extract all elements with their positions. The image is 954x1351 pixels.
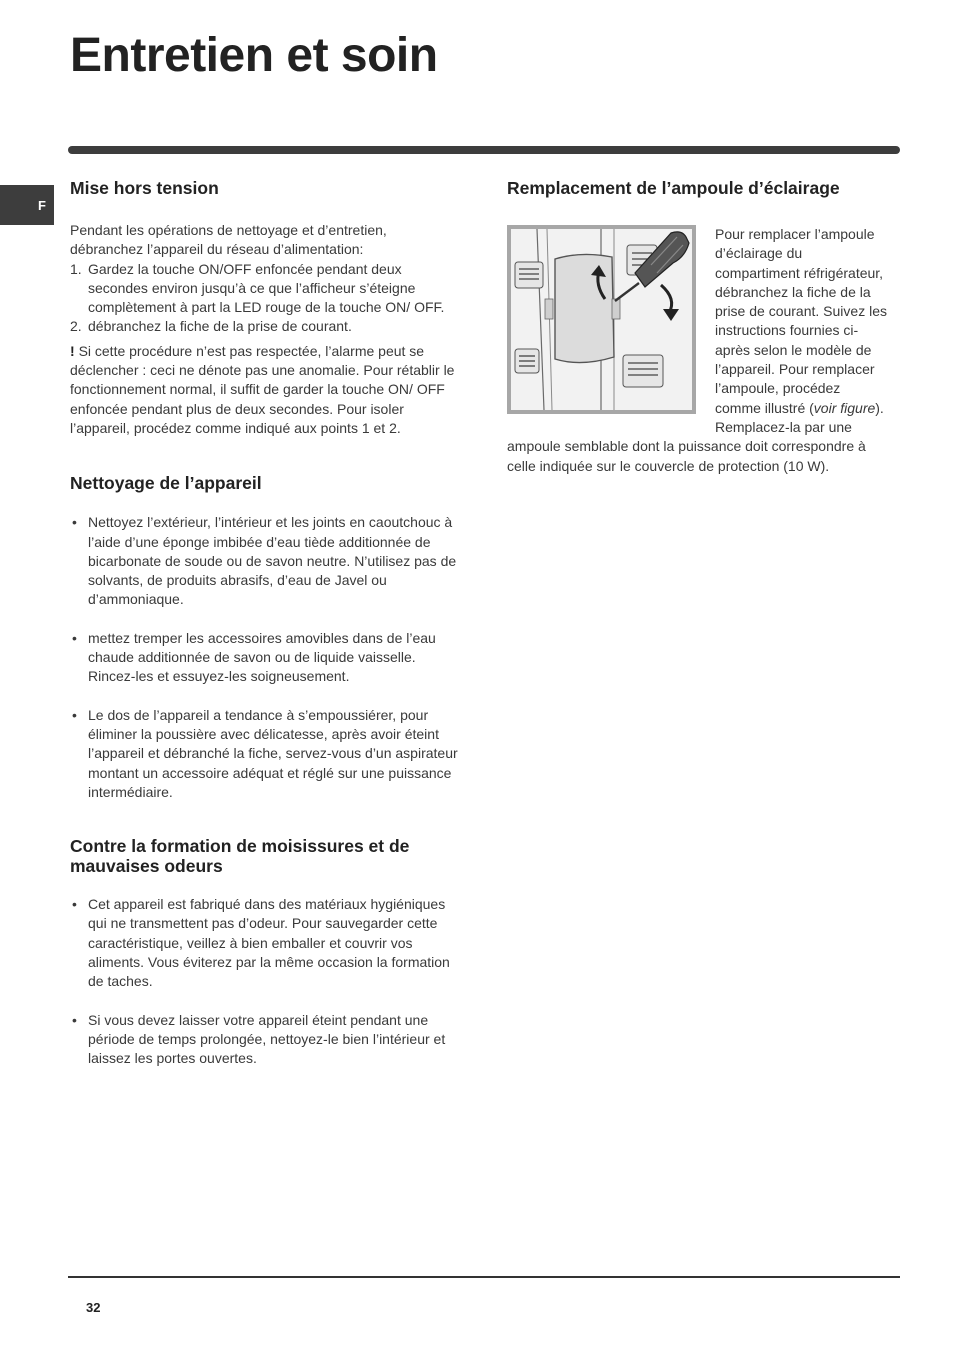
header-rule: [68, 146, 900, 154]
section-heading-ampoule: Remplacement de l’ampoule d’éclairage: [507, 178, 840, 198]
cleaning-list: [70, 513, 462, 802]
bullet-icon: •: [72, 896, 77, 913]
bulb-text-b: ). Remplacez-la par une ampoule semblable dont la puissance doit correspondre à celle indiquée sur le couvercle de protection (10 W).: [507, 399, 884, 474]
page-number: 32: [86, 1300, 101, 1315]
intro-paragraph: Pendant les opérations de nettoyage et d’entretien, débranchez l’appareil du réseau d’alimentation:: [70, 222, 387, 258]
list-item: [70, 895, 462, 991]
bulb-illustration: [511, 229, 692, 410]
mold-list: [70, 895, 462, 1068]
bulb-content: [507, 225, 887, 476]
bullet-icon: •: [72, 514, 77, 531]
warning-note: [70, 342, 462, 438]
section-heading-moisissures: Contre la formation de moisissures et de mauvaises odeurs: [70, 836, 410, 876]
section-heading-nettoyage: Nettoyage de l’appareil: [70, 473, 262, 494]
warning-icon: !: [70, 342, 75, 359]
list-item: [70, 1011, 462, 1069]
warning-text: Si cette procédure n’est pas respectée, l’alarme peut se déclencher : ceci ne dénote pas une anomalie. Pour rétablir le fonctionnement normal, il suffit de garder la touche ON/ OFF enfoncée pendant plus de deux secondes. Pour isoler l’appareil, procédez comme indiqué aux points 1 et 2.: [70, 342, 455, 436]
item-text: débranchez la fiche de la prise de courant.: [88, 318, 352, 335]
left-column: [70, 178, 462, 1069]
list-item-text: Nettoyez l’extérieur, l’intérieur et les joints en caoutchouc à l’aide d’une éponge imbibée d’eau tiède additionnée de bicarbonate de soude ou de savon neutre. N’utilisez pas de solvants, de produits abrasifs, d’eau de Javel ou d’ammoniaque.: [88, 514, 457, 608]
figure-reference-link: voir figure: [813, 399, 876, 416]
list-item-text: mettez tremper les accessoires amovibles dans de l’eau chaude additionnée de savon ou de liquide vaisselle. Rincez-les et essuyez-les soigneusement.: [88, 629, 436, 685]
section-heading-mise-hors-tension: Mise hors tension: [70, 178, 219, 198]
numbered-item: [70, 317, 462, 336]
list-item: [70, 706, 462, 802]
list-item-text: Le dos de l’appareil a tendance à s’empoussiérer, pour éliminer la poussière avec délicatesse, après avoir éteint l’appareil et débranché la fiche, servez-vous d’un aspirateur montant un accessoire adéquat et réglé sur une puissance intermédiaire.: [88, 706, 458, 800]
list-item-text: Si vous devez laisser votre appareil éteint pendant une période de temps prolongée, nettoyez-le bien l’intérieur et laissez les portes ouvertes.: [88, 1011, 446, 1067]
item-number: 2.: [70, 318, 82, 335]
right-column: [507, 178, 887, 476]
footer-rule: [68, 1276, 900, 1278]
numbered-item: [70, 260, 462, 318]
item-text: Gardez la touche ON/OFF enfoncée pendant deux secondes environ jusqu’à ce que l’afficheur s’éteigne complètement à part la LED rouge de la touche ON/ OFF.: [88, 260, 445, 316]
bulb-text-a: Pour remplacer l’ampoule d’éclairage du compartiment réfrigérateur, débranchez la fiche de la prise de courant. Suivez les instructions fournies ci-après selon le modèle de l’appareil. Pour remplacer l’ampoule, procédez comme illustré (: [715, 226, 887, 416]
bullet-icon: •: [72, 1011, 77, 1028]
item-number: 1.: [70, 260, 82, 277]
page-title: Entretien et soin: [70, 29, 438, 82]
language-tab: F: [0, 185, 54, 225]
bulb-replacement-figure: [507, 225, 696, 414]
list-item: [70, 513, 462, 609]
list-item-text: Cet appareil est fabriqué dans des matériaux hygiéniques qui ne transmettent pas d’odeur. Pour sauvegarder cette caractéristique, veillez à bien emballer et couvrir vos aliments. Vous éviterez par la même occasion la formation de taches.: [88, 896, 450, 990]
list-item: [70, 629, 462, 687]
bullet-icon: •: [72, 706, 77, 723]
bullet-icon: •: [72, 629, 77, 646]
